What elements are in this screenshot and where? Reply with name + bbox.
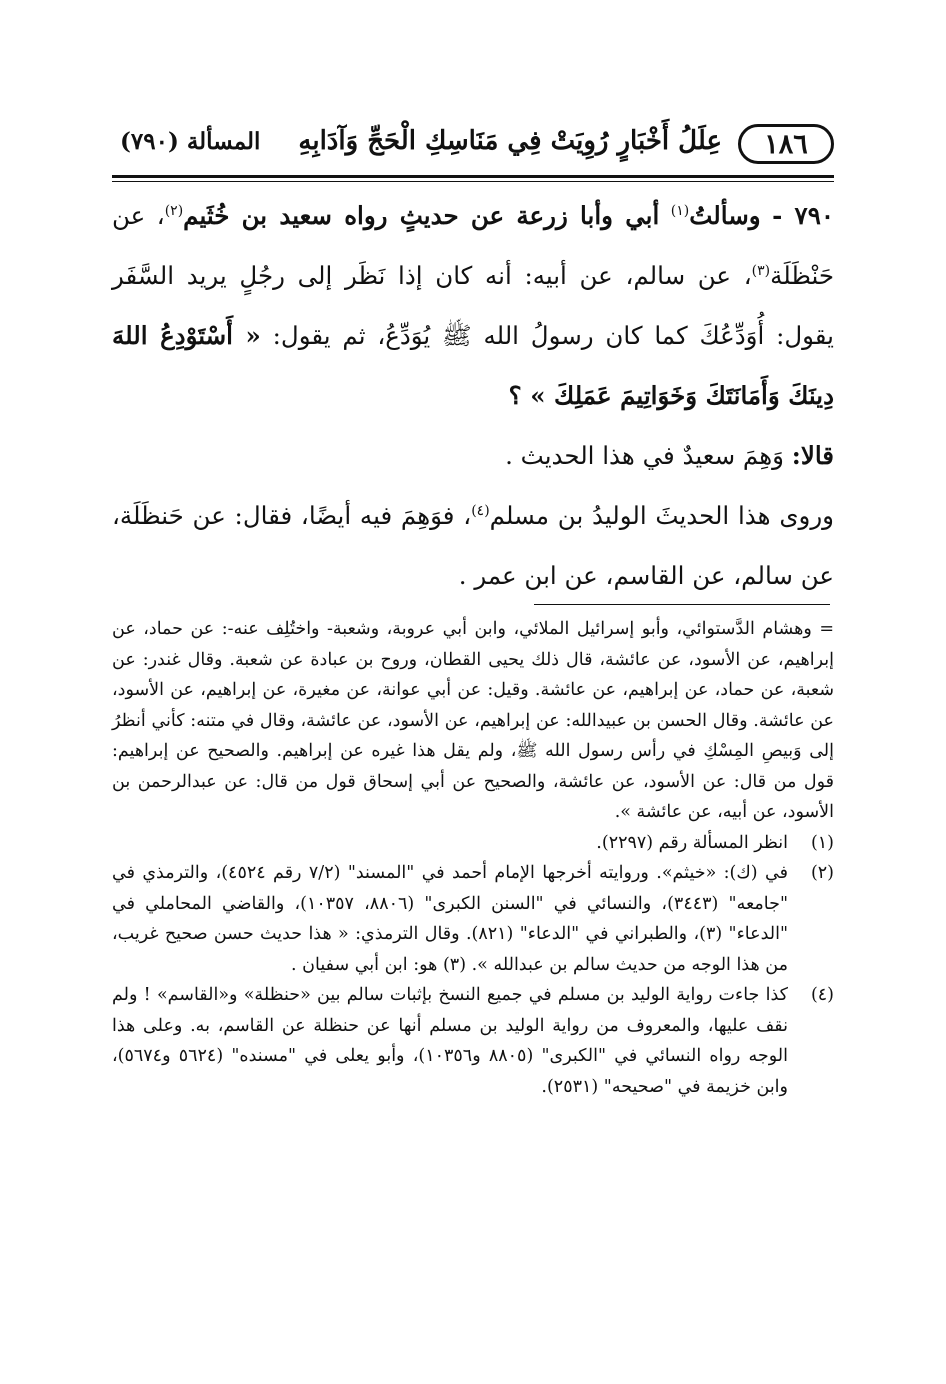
footnote-3-text: هو: ابن أبي سفيان . [291, 954, 438, 975]
footnote-4-text: كذا جاءت رواية الوليد بن مسلم في جميع النسخ بإثبات سالم بين «حنظلة» و«القاسم» ! ولم نقف عليها، والمعروف من رواية الوليد بن مسلم أنها عن حنظلة عن القاسم، به. وعلى هذا الوجه رواه النسائي في "الكبرى" (٨٨٠٥ و١٠٣٥٦)، وأبو يعلى في "مسنده" (٥٦٢٤ و٥٦٧٤)، وابن خزيمة في "صحيحه" (٢٥٣١). [112, 985, 788, 1097]
footnotes-section [112, 614, 834, 1102]
footnote-ref-2[interactable]: (٢) [164, 202, 184, 219]
footnote-1 [112, 828, 834, 859]
footnote-1-number: (١) [810, 832, 834, 853]
running-title: عِلَلُ أَخْبَارٍ رُوِيَتْ فِي مَنَاسِكِ الْحَجِّ وَآدَابِهِ [298, 126, 722, 156]
footnote-ref-3[interactable]: (٣) [751, 262, 771, 279]
narration-a: وروى هذا الحديثَ الوليدُ بن مسلم [489, 501, 835, 530]
question-lead: وسألتُ [689, 201, 761, 230]
footnote-2-number: (٢) [810, 863, 834, 883]
narration-paragraph [112, 486, 834, 606]
footnote-ref-1[interactable]: (١) [670, 202, 690, 219]
question-number: ٧٩٠ - [772, 201, 835, 230]
narration-b: ، فوَهِمَ فيه أيضًا، فقال: عن حَنظَلَة، عن سالم، عن القاسم، عن ابن عمر . [112, 501, 834, 590]
answer-label: قالا: [791, 441, 834, 470]
page-header [112, 118, 834, 174]
question-rest: ، عن سالم، عن أبيه: أنه كان إذا نَظَر إلى رجُلٍ يريد السَّفَر يقول: أُوَدِّعُكَ كما كان رسولُ الله ﷺ يُوَدِّعُ، ثم يقول: [112, 261, 834, 350]
footnote-separator [534, 604, 830, 605]
answer-text: وَهِمَ سعيدٌ في هذا الحديث . [505, 441, 784, 470]
footnote-2-text: في (ك): «خيثم». وروايته أخرجها الإمام أحمد في "المسند" (٧/٢ رقم ٤٥٢٤)، والترمذي في "جامعه" (٣٤٤٣)، والنسائي في "السنن الكبرى" (٨٨٠٦، ١٠٣٥٧)، والقاضي المحاملي في "الدعاء" (٣)، والطبراني في "الدعاء" (٨٢١). وقال الترمذي: « هذا حديث حسن صحيح غريب، من هذا الوجه من حديث سالم بن عبدالله ». [112, 863, 788, 975]
issue-label: المسألة (٧٩٠) [120, 128, 261, 155]
question-paragraph [112, 186, 834, 426]
header-rule-thick [112, 175, 834, 178]
question-mid: أبي وأبا زرعة عن حديثٍ رواه سعيد بن خُثَيم [183, 201, 660, 230]
footnote-4-number: (٤) [810, 985, 834, 1005]
answer-paragraph [112, 426, 834, 486]
supplication-text: « أَسْتَوْدِعُ اللهَ دِينَكَ وَأَمَانَتَكَ وَخَوَاتِيمَ عَمَلِكَ » ؟ [112, 321, 834, 410]
footnote-continuation: = وهشام الدَّستوائي، وأبو إسرائيل الملائي، وابن أبي عروبة، وشعبة- واختُلِف عنه-: عن حماد، عن إبراهيم، عن الأسود، عن عائشة، قال ذلك يحيى القطان، وروح بن عبادة عن شعبة. وقال غندر: عن شعبة، عن حماد، عن إبراهيم، عن عائشة. وقيل: عن أبي عوانة، عن مغيرة، عن إبراهيم، عن الأسود، عن عائشة. وقال الحسن بن عبيدالله: عن إبراهيم، عن الأسود، عن عائشة، وقال في متنه: كأني أنظرُ إلى وَبيصِ المِسْكِ في رأس رسول الله ﷺ، ولم يقل هذا غيره عن إبراهيم. والصحيح عن إبراهيم: قول من قال: عن الأسود، عن عائشة، والصحيح عن أبي إسحاق قول من قال: عن عبدالرحمن بن الأسود، عن أبيه، عن عائشة ». [112, 619, 834, 822]
footnote-2 [112, 858, 834, 980]
header-rule-thin [112, 181, 834, 182]
footnote-1-text: انظر المسألة رقم (٢٢٩٧). [596, 832, 788, 853]
question-cont: ، عن حَنْظَلَة [112, 201, 834, 290]
footnote-ref-4[interactable]: (٤) [471, 502, 490, 519]
footnote-3-number: (٣) [442, 954, 467, 975]
page-number-badge: ١٨٦ [738, 124, 834, 164]
main-text [112, 186, 834, 606]
footnote-4 [112, 980, 834, 1102]
